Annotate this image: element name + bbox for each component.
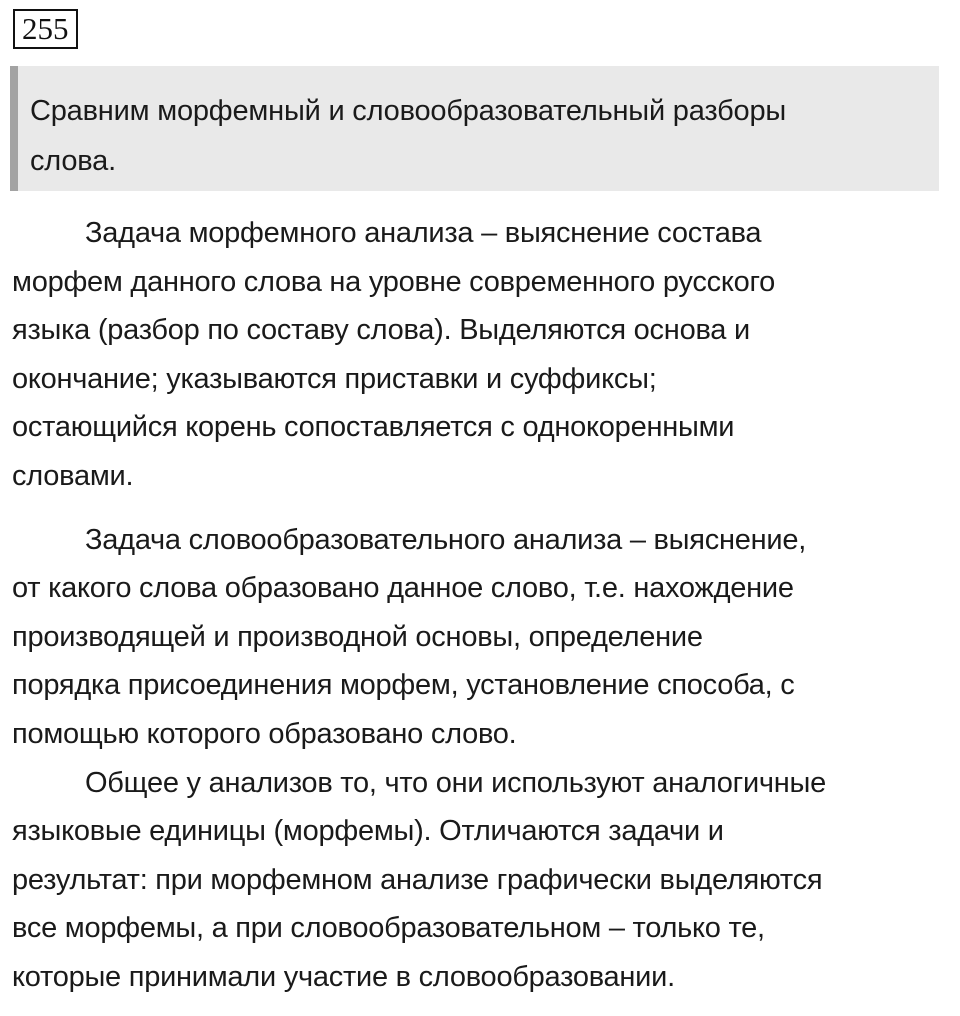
text-line: результат: при морфемном анализе графически выделяются	[12, 863, 823, 896]
task-statement	[30, 86, 927, 186]
text-line: языка (разбор по составу слова). Выделяются основа и	[12, 314, 750, 347]
text-line: Задача словообразовательного анализа – выяснение,	[85, 523, 807, 556]
text-line: морфем данного слова на уровне современного русского	[12, 265, 776, 298]
text-line: производящей и производной основы, определение	[12, 620, 703, 653]
task-number: 255	[13, 9, 78, 49]
text-line: все морфемы, а при словообразовательном – только те,	[12, 912, 765, 945]
text-line: Задача морфемного анализа – выяснение состава	[85, 217, 762, 249]
paragraph-word-formation-analysis	[12, 516, 954, 759]
text-line: Общее у анализов то, что они используют аналогичные	[85, 766, 826, 799]
text-line: которые принимали участие в словообразовании.	[12, 960, 675, 993]
answer-text	[12, 209, 954, 1002]
paragraph-comparison	[12, 759, 954, 1002]
text-line: окончание; указываются приставки и суффиксы;	[12, 362, 657, 395]
paragraph-morphemic-analysis	[12, 209, 954, 501]
task-statement-box	[10, 66, 939, 191]
text-line: словами.	[12, 459, 134, 492]
task-statement-line: Сравним морфемный и словообразовательный разборы	[30, 95, 787, 127]
text-line: от какого слова образовано данное слово, т.е. нахождение	[12, 572, 794, 605]
text-line: порядка присоединения морфем, установление способа, с	[12, 669, 795, 702]
text-line: помощью которого образовано слово.	[12, 717, 517, 750]
task-statement-line: слова.	[30, 145, 116, 177]
text-line: языковые единицы (морфемы). Отличаются задачи и	[12, 815, 724, 848]
text-line: остающийся корень сопоставляется с однокоренными	[12, 411, 735, 444]
